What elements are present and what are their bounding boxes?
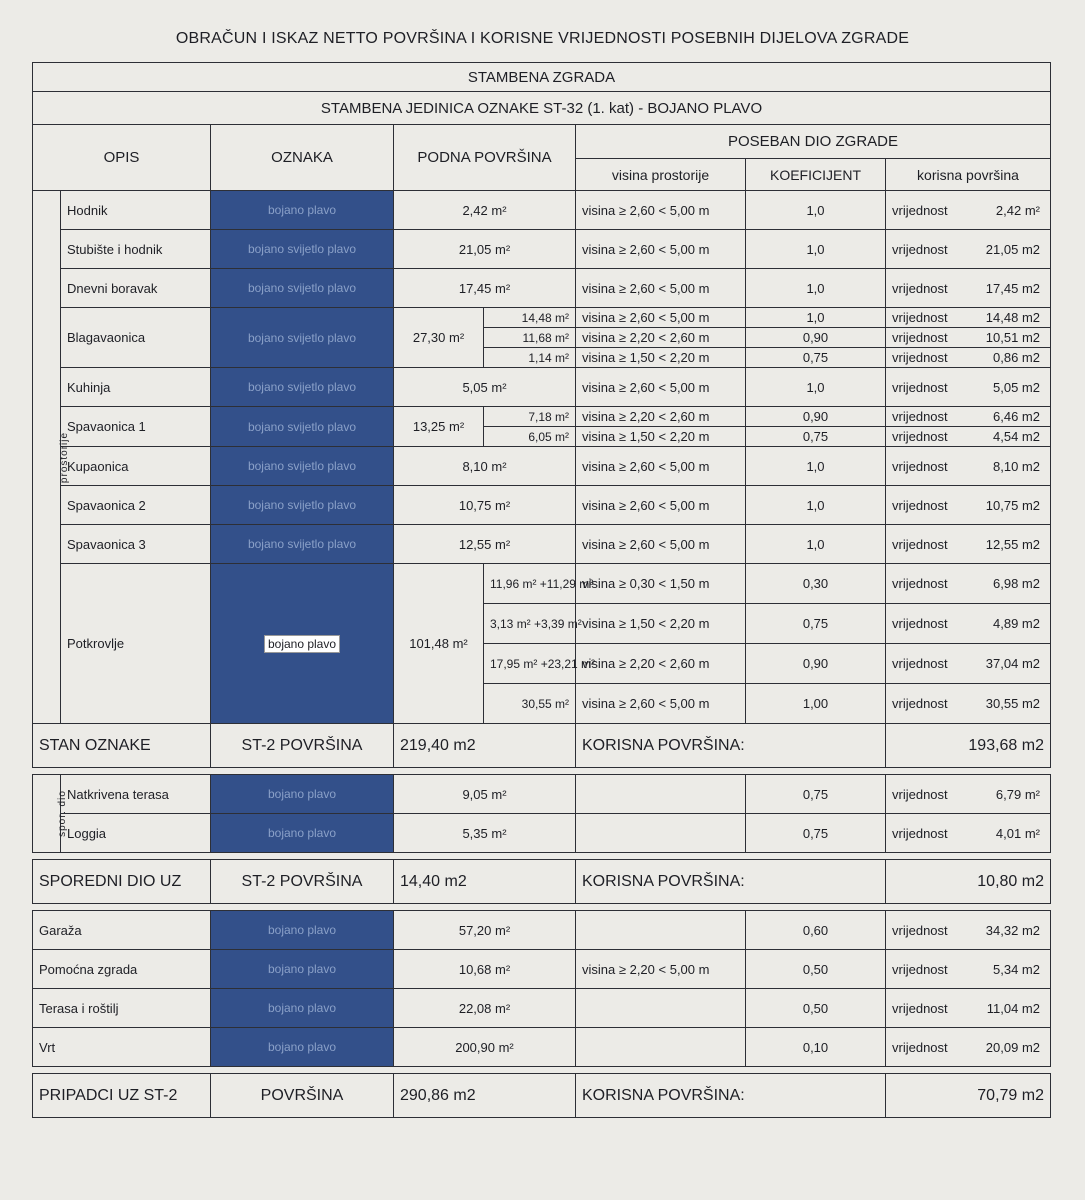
room-visina: visina ≥ 1,50 < 2,20 m — [576, 348, 746, 368]
table-row — [33, 269, 1051, 308]
col-podna: PODNA POVRŠINA — [394, 125, 576, 191]
vrijednost-label: vrijednost — [892, 379, 948, 395]
vrijednost-label: vrijednost — [892, 536, 948, 552]
room-name: Blagavaonica — [61, 308, 211, 368]
table-row — [33, 853, 1051, 860]
room-oznaka — [211, 564, 394, 724]
summary-row — [33, 1074, 1051, 1118]
spacer — [33, 853, 1051, 860]
room-oznaka: bojano plavo — [211, 191, 394, 230]
room-koef: 1,0 — [746, 525, 886, 564]
room-visina: visina ≥ 2,60 < 5,00 m — [576, 269, 746, 308]
vrijednost-label: vrijednost — [892, 409, 948, 424]
room-oznaka: bojano plavo — [211, 1028, 394, 1067]
vrijednost-label: vrijednost — [892, 1000, 948, 1016]
room-name: Potkrovlje — [61, 564, 211, 724]
room-koef: 0,50 — [746, 989, 886, 1028]
table-row — [33, 407, 1051, 427]
room-oznaka: bojano svijetlo plavo — [211, 368, 394, 407]
oznaka-label: bojano plavo — [264, 635, 340, 653]
korisna-value: 0,86 m2 — [993, 350, 1040, 365]
building-header: STAMBENA ZGRADA — [33, 63, 1051, 92]
room-visina: visina ≥ 2,60 < 5,00 m — [576, 486, 746, 525]
room-sub-area: 11,68 m² — [484, 328, 576, 348]
korisna-value: 6,46 m2 — [993, 409, 1040, 424]
korisna-value: 30,55 m2 — [985, 696, 1040, 711]
vrijednost-label: vrijednost — [892, 961, 948, 977]
korisna-value: 4,89 m2 — [993, 616, 1040, 631]
summary-korisna-label: KORISNA POVRŠINA: — [576, 860, 886, 904]
room-oznaka: bojano plavo — [211, 989, 394, 1028]
summary-korisna-label: KORISNA POVRŠINA: — [576, 724, 886, 768]
room-oznaka: bojano plavo — [211, 775, 394, 814]
table-row — [33, 525, 1051, 564]
room-name: Kupaonica — [61, 447, 211, 486]
room-visina: visina ≥ 0,30 < 1,50 m — [576, 564, 746, 604]
room-koef: 1,0 — [746, 368, 886, 407]
room-visina — [576, 775, 746, 814]
summary-area: 14,40 m2 — [394, 860, 576, 904]
vrijednost-label: vrijednost — [892, 429, 948, 444]
vrijednost-label: vrijednost — [892, 458, 948, 474]
room-sub-area: 7,18 m² — [484, 407, 576, 427]
table-row — [33, 1028, 1051, 1067]
korisna-cell — [886, 348, 1051, 368]
area-table — [32, 62, 1051, 1118]
korisna-cell — [886, 644, 1051, 684]
room-podna: 21,05 m² — [394, 230, 576, 269]
room-podna: 2,42 m² — [394, 191, 576, 230]
table-row — [33, 368, 1051, 407]
room-koef: 1,0 — [746, 447, 886, 486]
room-visina: visina ≥ 2,60 < 5,00 m — [576, 447, 746, 486]
korisna-value: 5,05 m2 — [993, 379, 1040, 395]
summary-unit: ST-2 POVRŠINA — [211, 860, 394, 904]
korisna-cell — [886, 368, 1051, 407]
room-podna: 10,75 m² — [394, 486, 576, 525]
room-koef: 0,50 — [746, 950, 886, 989]
col-koef: KOEFICIJENT — [746, 159, 886, 191]
korisna-cell — [886, 525, 1051, 564]
summary-label: PRIPADCI UZ ST-2 — [33, 1074, 211, 1118]
korisna-value: 11,04 m2 — [986, 1000, 1040, 1016]
room-name: Kuhinja — [61, 368, 211, 407]
room-koef: 0,90 — [746, 407, 886, 427]
room-podna: 5,05 m² — [394, 368, 576, 407]
vrijednost-label: vrijednost — [892, 350, 948, 365]
korisna-value: 34,32 m2 — [985, 922, 1040, 938]
room-visina: visina ≥ 2,60 < 5,00 m — [576, 525, 746, 564]
vrijednost-label: vrijednost — [892, 696, 948, 711]
room-oznaka: bojano svijetlo plavo — [211, 525, 394, 564]
room-visina: visina ≥ 2,60 < 5,00 m — [576, 684, 746, 724]
room-podna: 13,25 m² — [394, 407, 484, 447]
korisna-value: 10,75 m2 — [985, 497, 1040, 513]
table-row — [33, 950, 1051, 989]
vrijednost-label: vrijednost — [892, 825, 948, 841]
summary-korisna-value: 193,68 m2 — [886, 724, 1051, 768]
room-visina: visina ≥ 2,20 < 5,00 m — [576, 950, 746, 989]
room-oznaka: bojano plavo — [211, 814, 394, 853]
korisna-value: 6,98 m2 — [993, 576, 1040, 591]
room-visina — [576, 1028, 746, 1067]
room-koef: 0,90 — [746, 644, 886, 684]
room-oznaka: bojano svijetlo plavo — [211, 407, 394, 447]
room-koef: 0,75 — [746, 427, 886, 447]
room-oznaka: bojano plavo — [211, 950, 394, 989]
vrijednost-label: vrijednost — [892, 786, 948, 802]
korisna-cell — [886, 191, 1051, 230]
room-podna: 57,20 m² — [394, 911, 576, 950]
korisna-value: 14,48 m2 — [985, 310, 1040, 325]
room-sub-area: 14,48 m² — [484, 308, 576, 328]
side-label-spor — [33, 775, 68, 853]
summary-area: 290,86 m2 — [394, 1074, 576, 1118]
room-name: Spavaonica 1 — [61, 407, 211, 447]
room-koef: 0,90 — [746, 328, 886, 348]
room-sub-area: 3,13 m² +3,39 m² — [484, 604, 576, 644]
room-oznaka: bojano svijetlo plavo — [211, 308, 394, 368]
room-podna: 17,45 m² — [394, 269, 576, 308]
room-koef: 0,75 — [746, 814, 886, 853]
vrijednost-label: vrijednost — [892, 922, 948, 938]
korisna-value: 6,79 m² — [995, 786, 1040, 802]
room-koef: 1,0 — [746, 269, 886, 308]
room-podna: 5,35 m² — [394, 814, 576, 853]
room-oznaka: bojano svijetlo plavo — [211, 230, 394, 269]
room-visina: visina ≥ 1,50 < 2,20 m — [576, 604, 746, 644]
room-visina — [576, 911, 746, 950]
col-oznaka: OZNAKA — [211, 125, 394, 191]
col-korisna: korisna površina — [886, 159, 1051, 191]
korisna-value: 37,04 m2 — [985, 656, 1040, 671]
summary-label: SPOREDNI DIO UZ — [33, 860, 211, 904]
room-podna: 27,30 m² — [394, 308, 484, 368]
korisna-cell — [886, 911, 1051, 950]
korisna-value: 21,05 m2 — [985, 241, 1040, 257]
room-podna: 101,48 m² — [394, 564, 484, 724]
table-row — [33, 308, 1051, 328]
vrijednost-label: vrijednost — [892, 616, 948, 631]
vrijednost-label: vrijednost — [892, 1039, 948, 1055]
korisna-cell — [886, 1028, 1051, 1067]
summary-unit: POVRŠINA — [211, 1074, 394, 1118]
korisna-cell — [886, 308, 1051, 328]
korisna-value: 8,10 m2 — [993, 458, 1040, 474]
room-koef: 1,0 — [746, 230, 886, 269]
room-oznaka: bojano svijetlo plavo — [211, 486, 394, 525]
room-sub-area: 11,96 m² +11,29 m² — [484, 564, 576, 604]
room-visina: visina ≥ 2,60 < 5,00 m — [576, 368, 746, 407]
korisna-cell — [886, 486, 1051, 525]
vrijednost-label: vrijednost — [892, 202, 948, 218]
col-poseban: POSEBAN DIO ZGRADE — [576, 125, 1051, 159]
room-visina: visina ≥ 2,60 < 5,00 m — [576, 308, 746, 328]
room-koef: 0,10 — [746, 1028, 886, 1067]
room-name: Stubište i hodnik — [61, 230, 211, 269]
room-name: Loggia — [61, 814, 211, 853]
korisna-value: 4,54 m2 — [993, 429, 1040, 444]
korisna-value: 5,34 m2 — [993, 961, 1040, 977]
room-koef: 1,00 — [746, 684, 886, 724]
table-row — [33, 1067, 1051, 1074]
vrijednost-label: vrijednost — [892, 656, 948, 671]
room-podna: 200,90 m² — [394, 1028, 576, 1067]
summary-row — [33, 860, 1051, 904]
table-row — [33, 191, 1051, 230]
room-sub-area: 30,55 m² — [484, 684, 576, 724]
spacer — [33, 768, 1051, 775]
korisna-cell — [886, 950, 1051, 989]
room-podna: 10,68 m² — [394, 950, 576, 989]
korisna-cell — [886, 814, 1051, 853]
room-sub-area: 1,14 m² — [484, 348, 576, 368]
room-visina — [576, 814, 746, 853]
summary-label: STAN OZNAKE — [33, 724, 211, 768]
room-podna: 9,05 m² — [394, 775, 576, 814]
korisna-cell — [886, 989, 1051, 1028]
room-koef: 1,0 — [746, 191, 886, 230]
room-oznaka: bojano svijetlo plavo — [211, 447, 394, 486]
vrijednost-label: vrijednost — [892, 576, 948, 591]
room-name: Terasa i roštilj — [33, 989, 211, 1028]
summary-row — [33, 724, 1051, 768]
spacer — [33, 904, 1051, 911]
room-sub-area: 17,95 m² +23,21 m² — [484, 644, 576, 684]
korisna-cell — [886, 564, 1051, 604]
table-row — [33, 447, 1051, 486]
table-row — [33, 768, 1051, 775]
col-opis: OPIS — [33, 125, 211, 191]
room-name: Vrt — [33, 1028, 211, 1067]
korisna-value: 4,01 m² — [995, 825, 1040, 841]
korisna-value: 12,55 m2 — [985, 536, 1040, 552]
summary-area: 219,40 m2 — [394, 724, 576, 768]
room-visina: visina ≥ 2,20 < 2,60 m — [576, 644, 746, 684]
vrijednost-label: vrijednost — [892, 280, 948, 296]
room-visina: visina ≥ 2,60 < 5,00 m — [576, 230, 746, 269]
room-visina: visina ≥ 1,50 < 2,20 m — [576, 427, 746, 447]
korisna-cell — [886, 604, 1051, 644]
table-row — [33, 989, 1051, 1028]
room-name: Pomoćna zgrada — [33, 950, 211, 989]
korisna-cell — [886, 269, 1051, 308]
summary-korisna-label: KORISNA POVRŠINA: — [576, 1074, 886, 1118]
side-label-prostorije — [33, 191, 71, 724]
room-visina: visina ≥ 2,20 < 2,60 m — [576, 407, 746, 427]
room-koef: 1,0 — [746, 308, 886, 328]
document-title: OBRAČUN I ISKAZ NETTO POVRŠINA I KORISNE VRIJEDNOSTI POSEBNIH DIJELOVA ZGRADE — [175, 30, 910, 47]
summary-korisna-value: 70,79 m2 — [886, 1074, 1051, 1118]
vrijednost-label: vrijednost — [892, 310, 948, 325]
room-name: Dnevni boravak — [61, 269, 211, 308]
spacer — [33, 1067, 1051, 1074]
table-row — [33, 904, 1051, 911]
room-koef: 1,0 — [746, 486, 886, 525]
table-row — [33, 911, 1051, 950]
table-row — [33, 775, 1051, 814]
room-visina: visina ≥ 2,20 < 2,60 m — [576, 328, 746, 348]
room-name: Hodnik — [61, 191, 211, 230]
korisna-cell — [886, 684, 1051, 724]
room-oznaka: bojano plavo — [211, 911, 394, 950]
korisna-cell — [886, 407, 1051, 427]
side-label-text: prostorije — [59, 431, 71, 483]
room-name: Spavaonica 2 — [61, 486, 211, 525]
summary-unit: ST-2 POVRŠINA — [211, 724, 394, 768]
room-koef: 0,75 — [746, 775, 886, 814]
room-name: Garaža — [33, 911, 211, 950]
korisna-cell — [886, 230, 1051, 269]
room-name: Spavaonica 3 — [61, 525, 211, 564]
korisna-cell — [886, 427, 1051, 447]
summary-korisna-value: 10,80 m2 — [886, 860, 1051, 904]
korisna-cell — [886, 775, 1051, 814]
korisna-value: 17,45 m2 — [985, 280, 1040, 296]
korisna-cell — [886, 328, 1051, 348]
korisna-value: 2,42 m² — [995, 202, 1040, 218]
col-visina: visina prostorije — [576, 159, 746, 191]
room-name: Natkrivena terasa — [61, 775, 211, 814]
vrijednost-label: vrijednost — [892, 497, 948, 513]
table-row — [33, 230, 1051, 269]
room-podna: 8,10 m² — [394, 447, 576, 486]
room-koef: 0,75 — [746, 604, 886, 644]
table-row — [33, 486, 1051, 525]
korisna-value: 20,09 m2 — [985, 1039, 1040, 1055]
room-koef: 0,75 — [746, 348, 886, 368]
unit-header: STAMBENA JEDINICA OZNAKE ST-32 (1. kat) - BOJANO PLAVO — [33, 92, 1051, 125]
korisna-cell — [886, 447, 1051, 486]
side-label-text: spor. dio — [56, 790, 68, 837]
vrijednost-label: vrijednost — [892, 330, 948, 345]
room-sub-area: 6,05 m² — [484, 427, 576, 447]
room-podna: 22,08 m² — [394, 989, 576, 1028]
room-oznaka: bojano svijetlo plavo — [211, 269, 394, 308]
room-visina — [576, 989, 746, 1028]
table-row — [33, 814, 1051, 853]
table-row — [33, 564, 1051, 604]
vrijednost-label: vrijednost — [892, 241, 948, 257]
room-podna: 12,55 m² — [394, 525, 576, 564]
room-koef: 0,60 — [746, 911, 886, 950]
room-visina: visina ≥ 2,60 < 5,00 m — [576, 191, 746, 230]
korisna-value: 10,51 m2 — [985, 330, 1040, 345]
room-koef: 0,30 — [746, 564, 886, 604]
